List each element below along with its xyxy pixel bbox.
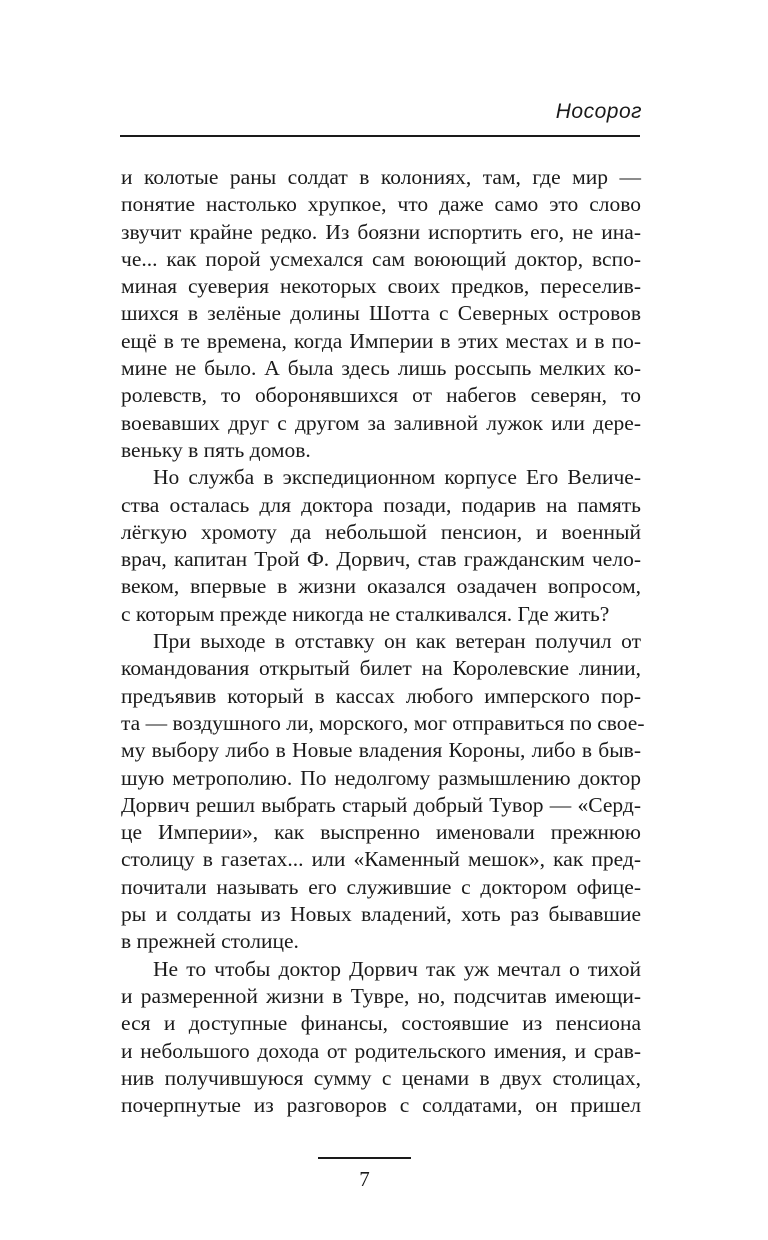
header-rule: [120, 135, 640, 137]
text-line: еся и доступные финансы, состоявшие из пенсиона: [121, 1011, 641, 1036]
text-line: Дорвич решил выбрать старый добрый Тувор — «Серд-: [121, 792, 641, 817]
text-line: и размеренной жизни в Тувре, но, подсчитав имеющи-: [121, 983, 641, 1008]
text-line: мине не было. А была здесь лишь россыпь мелких ко-: [121, 356, 641, 381]
text-line: с которым прежде никогда не сталкивался. Где жить?: [121, 601, 610, 626]
text-line: нив получившуюся сумму с ценами в двух столицах,: [121, 1065, 641, 1090]
text-line: веньку в пять домов.: [121, 437, 311, 462]
text-line: му выбору либо в Новые владения Короны, либо в быв-: [121, 738, 641, 763]
text-line: При выходе в отставку он как ветеран получил от: [153, 629, 641, 654]
text-line: шую метрополию. По недолгому размышлению доктор: [121, 765, 641, 790]
text-line: ещё в те времена, когда Империи в этих местах и в по-: [121, 328, 641, 353]
text-line: врач, капитан Трой Ф. Дорвич, став гражданским чело-: [121, 547, 641, 572]
text-line: Но служба в экспедиционном корпусе Его Величе-: [153, 465, 641, 490]
text-line: и колотые раны солдат в колониях, там, где мир —: [121, 165, 641, 189]
text-line: Не то чтобы доктор Дорвич так уж мечтал о тихой: [153, 956, 641, 981]
text-line: лёгкую хромоту да небольшой пенсион, и военный: [121, 519, 641, 544]
text-line: шихся в зелёные долины Шотта с Северных островов: [121, 301, 641, 326]
page-number: 7: [359, 1167, 370, 1191]
text-line: че... как порой усмехался сам воюющий доктор, вспо-: [121, 246, 641, 271]
text-line: столицу в газетах... или «Каменный мешок», как пред-: [121, 847, 641, 872]
text-line: ства осталась для доктора позади, подарив на память: [121, 492, 641, 517]
text-line: ролевств, то оборонявшихся от набегов северян, то: [121, 383, 641, 408]
text-line: почерпнутые из разговоров с солдатами, он пришел: [121, 1093, 641, 1118]
text-line: воевавших друг с другом за заливной лужок или дере-: [121, 410, 641, 435]
text-line: ры и солдаты из Новых владений, хоть раз бывавшие: [121, 902, 641, 927]
text-line: и небольшого дохода от родительского имения, и срав-: [121, 1038, 641, 1063]
text-line: почитали называть его служившие с доктором офице-: [121, 874, 641, 899]
footer-rule: [318, 1157, 411, 1159]
text-line: командования открытый билет на Королевские линии,: [121, 656, 641, 681]
running-head: Носорог: [555, 100, 642, 123]
text-line: предъявив который в кассах любого имперского пор-: [121, 683, 641, 708]
text-line: в прежней столице.: [121, 929, 299, 954]
text-line: та — воздушного ли, морского, мог отправиться по свое-: [121, 710, 645, 735]
text-line: звучит крайне редко. Из боязни испортить его, не ина-: [121, 219, 641, 244]
text-line: миная суеверия некоторых своих предков, переселив-: [121, 274, 641, 299]
text-line: понятие настолько хрупкое, что даже само это слово: [121, 192, 641, 217]
body-text: [121, 164, 645, 1119]
text-line: веком, впервые в жизни оказался озадачен вопросом,: [121, 574, 641, 599]
text-line: це Империи», как выспренно именовали прежнюю: [121, 820, 641, 845]
